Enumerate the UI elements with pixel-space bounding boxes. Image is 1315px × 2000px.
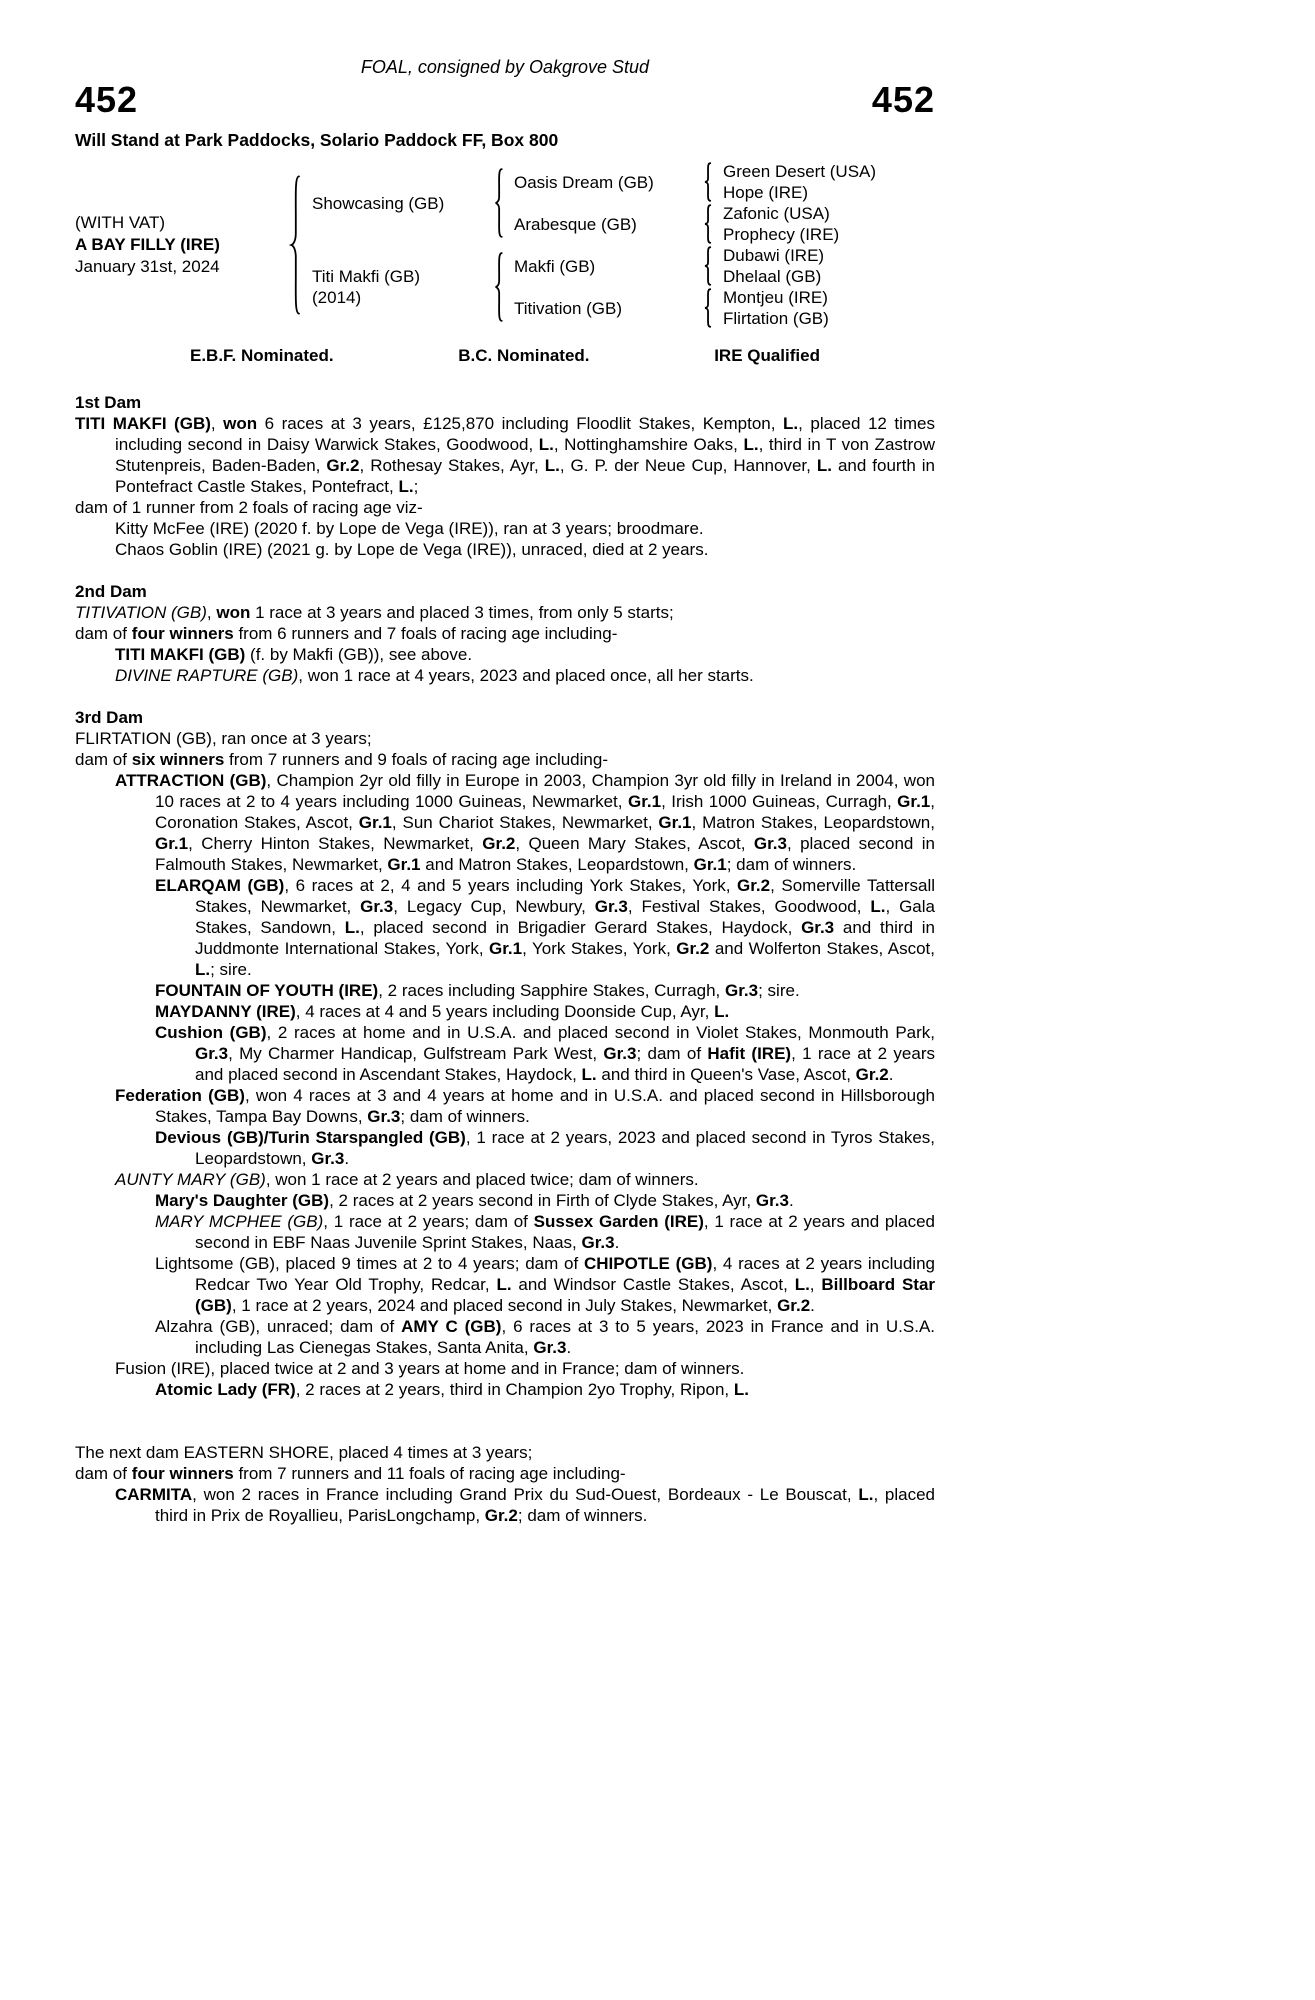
pedigree-paragraph [75, 749, 935, 770]
lot-row [75, 79, 935, 120]
text-run: Gr.1 [897, 792, 931, 811]
text-run: dam of 1 runner from 2 foals of racing age viz- [75, 498, 423, 517]
sire-parents [514, 161, 935, 245]
pedigree-paragraph [75, 770, 935, 875]
text-run: Gr.2 [676, 939, 710, 958]
text-run: , Festival Stakes, Goodwood, [627, 897, 871, 916]
text-run: Gr.2 [737, 876, 771, 895]
sire-dam-sire: Zafonic (USA) [723, 204, 830, 223]
sire-cell [312, 193, 492, 214]
dam-dam-grandparents [723, 287, 935, 329]
text-run: , won 2 races in France including Grand Prix du Sud-Ouest, Bordeaux - Le Bouscat, [192, 1485, 859, 1504]
text-run: , Queen Mary Stakes, Ascot, [515, 834, 754, 853]
brace-icon [492, 167, 505, 239]
text-run: from 6 runners and 7 foals of racing age including- [233, 624, 618, 643]
text-run: Fusion (IRE), placed twice at 2 and 3 years at home and in France; dam of winners. [115, 1359, 745, 1378]
text-run: ; [413, 477, 419, 496]
text-run: Gr.3 [581, 1233, 615, 1252]
text-run: MARY MCPHEE (GB) [155, 1212, 324, 1231]
pedigree-paragraph [75, 1484, 935, 1526]
nominations-row [75, 345, 935, 366]
text-run: FOUNTAIN OF YOUTH (IRE) [155, 981, 379, 1000]
text-run: and Windsor Castle Stakes, Ascot, [511, 1275, 795, 1294]
text-run: , Legacy Cup, Newbury, [393, 897, 595, 916]
brace-icon [287, 172, 303, 318]
pedigree-generations [312, 161, 935, 329]
text-run: Gr.1 [155, 834, 189, 853]
text-run: L. [858, 1485, 874, 1504]
text-run: L. [538, 435, 554, 454]
text-run: Gr.3 [367, 1107, 401, 1126]
pedigree-paragraph [75, 1442, 935, 1463]
text-run: won [216, 603, 251, 622]
text-run: , York Stakes, York, [522, 939, 677, 958]
text-run: , My Charmer Handicap, Gulfstream Park West, [228, 1044, 604, 1063]
dam-sire-grandparents [723, 245, 935, 287]
text-run: six winners [131, 750, 225, 769]
text-run: L. [733, 1380, 749, 1399]
text-run: CHIPOTLE (GB) [583, 1254, 713, 1273]
text-run: and third in Juddmonte International Stakes, York, [195, 918, 935, 958]
pedigree-paragraph [75, 413, 935, 497]
pedigree-paragraph [75, 518, 935, 539]
text-run: ; sire. [758, 981, 800, 1000]
text-run: four winners [131, 1464, 234, 1483]
text-run: Sussex Garden (IRE) [533, 1212, 704, 1231]
sire-sire-name: Oasis Dream (GB) [514, 172, 654, 192]
bc-nominated-label: B.C. Nominated. [458, 346, 590, 365]
text-run: ; sire. [210, 960, 252, 979]
sire-sire-grandparents [723, 161, 935, 203]
text-run: dam of [75, 624, 132, 643]
dam-sire-sire: Dubawi (IRE) [723, 246, 825, 265]
text-run: , 2 races at home and in U.S.A. and placed second in Violet Stakes, Monmouth Park, [266, 1023, 935, 1042]
text-run: . [344, 1149, 350, 1168]
text-run: won [223, 414, 258, 433]
text-run: , Nottinghamshire Oaks, [553, 435, 744, 454]
text-run: TITI MAKFI (GB) [75, 414, 211, 433]
text-run: . [614, 1233, 620, 1252]
pedigree-paragraph [75, 602, 935, 623]
text-run: L. [743, 435, 759, 454]
text-run: Billboard Star (GB) [195, 1275, 936, 1315]
text-run: L. [870, 897, 886, 916]
text-run: , Sun Chariot Stakes, Newmarket, [391, 813, 659, 832]
brace-icon [702, 246, 713, 286]
stand-location: Will Stand at Park Paddocks, Solario Paddock FF, Box 800 [75, 130, 559, 150]
sire-dam-name: Arabesque (GB) [514, 214, 637, 234]
text-run: Devious (GB)/Turin Starspangled (GB) [155, 1128, 466, 1147]
text-run: , 1 race at 2 years; dam of [323, 1212, 534, 1231]
pedigree-paragraph [75, 1211, 935, 1253]
pedigree-table [75, 161, 935, 329]
text-run: from 7 runners and 9 foals of racing age including- [224, 750, 608, 769]
brace-icon [702, 204, 713, 244]
dam-year: (2014) [312, 288, 362, 307]
text-run: L. [783, 414, 799, 433]
text-run: FLIRTATION (GB), ran once at 3 years; [75, 729, 372, 748]
text-run: Lightsome (GB), placed 9 times at 2 to 4 years; dam of [155, 1254, 584, 1273]
text-run: , 1 race at 2 years and placed second in EBF Naas Juvenile Sprint Stakes, Naas, [195, 1212, 935, 1252]
lot-number-left: 452 [75, 79, 139, 120]
text-run: Gr.3 [594, 897, 628, 916]
text-run: Gr.3 [360, 897, 394, 916]
text-run: , Champion 2yr old filly in Europe in 2003, Champion 3yr old filly in Ireland in 2004, won 10 races at 2 to 4 years including 1000 Guineas, Newmarket, [155, 771, 935, 811]
text-run: ATTRACTION (GB) [115, 771, 267, 790]
dam-sire-name: Makfi (GB) [514, 256, 596, 276]
dam-branch [312, 245, 935, 329]
text-run: . [810, 1296, 815, 1315]
text-run: , Gala Stakes, Sandown, [195, 897, 935, 937]
sire-branch [312, 161, 935, 245]
text-run: and third in Queen's Vase, Ascot, [596, 1065, 856, 1084]
text-run: , 6 races at 3 to 5 years, 2023 in France and in U.S.A. including Las Cienegas Stakes, Santa Anita, [195, 1317, 936, 1357]
text-run: L. [496, 1275, 512, 1294]
text-run: , won 1 race at 4 years, 2023 and placed once, all her starts. [298, 666, 754, 685]
ire-qualified-label: IRE Qualified [714, 346, 820, 365]
text-run: , 1 race at 2 years and placed second in Ascendant Stakes, Haydock, [195, 1044, 935, 1084]
sire-name: Showcasing (GB) [312, 193, 445, 213]
text-run: dam of [75, 1464, 132, 1483]
pedigree-paragraph [75, 1085, 935, 1127]
text-run: AUNTY MARY (GB) [115, 1170, 266, 1189]
sire-sire-row [514, 161, 935, 203]
text-run: , 4 races at 2 years including Redcar Two Year Old Trophy, Redcar, [195, 1254, 935, 1294]
text-run: TITI MAKFI (GB) [115, 645, 246, 664]
section-heading: 1st Dam [75, 393, 142, 412]
text-run: TITIVATION (GB) [75, 603, 207, 622]
text-run: L. [794, 1275, 810, 1294]
text-run: . [888, 1065, 894, 1084]
text-run: L. [581, 1065, 597, 1084]
text-run: L. [714, 1002, 730, 1021]
dam-section [75, 392, 935, 560]
pedigree-paragraph [75, 1316, 935, 1358]
pedigree-paragraph [75, 875, 935, 980]
text-run: , placed second in Falmouth Stakes, Newmarket, [155, 834, 936, 874]
pedigree-paragraph [75, 623, 935, 644]
pedigree-paragraph [75, 1169, 935, 1190]
text-run: Gr.3 [753, 834, 787, 853]
text-run: Gr.1 [658, 813, 692, 832]
foal-name: A BAY FILLY (IRE) [75, 235, 220, 254]
text-run: MAYDANNY (IRE) [155, 1002, 296, 1021]
text-run: Atomic Lady (FR) [155, 1380, 296, 1399]
dam-dam-name: Titivation (GB) [514, 298, 623, 318]
text-run: , 4 races at 4 and 5 years including Doonside Cup, Ayr, [295, 1002, 715, 1021]
text-run: Gr.3 [755, 1191, 789, 1210]
dam-sire-row [514, 245, 935, 287]
text-run: L. [398, 477, 414, 496]
dam-dam-dam: Flirtation (GB) [723, 309, 829, 328]
text-run: ; dam of winners. [400, 1107, 530, 1126]
text-run: L. [195, 960, 211, 979]
dam-parents [514, 245, 935, 329]
pedigree-paragraph [75, 728, 935, 749]
pedigree-paragraph [75, 644, 935, 665]
text-run: AMY C (GB) [401, 1317, 502, 1336]
text-run: , 1 race at 2 years, 2023 and placed second in Tyros Stakes, Leopardstown, [195, 1128, 935, 1168]
text-run: , placed 12 times including second in Daisy Warwick Stakes, Goodwood, [115, 414, 936, 454]
text-run: , 2 races at 2 years second in Firth of Clyde Stakes, Ayr, [329, 1191, 756, 1210]
pedigree-paragraph [75, 665, 935, 686]
vat-note: (WITH VAT) [75, 213, 166, 232]
text-run: Kitty McFee (IRE) (2020 f. by Lope de Vega (IRE)), ran at 3 years; broodmare. [115, 519, 704, 538]
text-run: ; dam of winners. [726, 855, 857, 874]
text-run: and fourth in Pontefract Castle Stakes, Pontefract, [115, 456, 935, 496]
text-run: ; dam of [636, 1044, 708, 1063]
dam-name: Titi Makfi (GB) [312, 267, 420, 286]
section-heading: 3rd Dam [75, 708, 144, 727]
text-run: , Cherry Hinton Stakes, Newmarket, [188, 834, 483, 853]
pedigree-paragraph [75, 1379, 935, 1400]
text-run: , Rothesay Stakes, Ayr, [359, 456, 545, 475]
text-run: , [210, 414, 224, 433]
text-run: , Coronation Stakes, Ascot, [155, 792, 935, 832]
page-title: FOAL, consigned by Oakgrove Stud [360, 57, 650, 77]
brace-icon [702, 162, 713, 202]
text-run: Gr.3 [801, 918, 835, 937]
text-run: , Somerville Tattersall Stakes, Newmarket, [195, 876, 936, 916]
pedigree-paragraph [75, 1022, 935, 1085]
dam-cell [312, 266, 492, 308]
foal-info [75, 212, 287, 278]
text-run: , Matron Stakes, Leopardstown, [691, 813, 935, 832]
text-run: , Irish 1000 Guineas, Curragh, [661, 792, 898, 811]
text-run: L. [544, 456, 560, 475]
text-run: ELARQAM (GB) [155, 876, 285, 895]
sire-dam-row [514, 203, 935, 245]
dam-sire-dam: Dhelaal (GB) [723, 267, 822, 286]
text-run: , won 4 races at 3 and 4 years at home and in U.S.A. and placed second in Hillsborough Stakes, Tampa Bay Downs, [155, 1086, 935, 1126]
text-run: , 2 races at 2 years, third in Champion 2yo Trophy, Ripon, [295, 1380, 734, 1399]
text-run: DIVINE RAPTURE (GB) [115, 666, 299, 685]
text-run: The next dam EASTERN SHORE, placed 4 times at 3 years; [75, 1443, 533, 1462]
text-run: four winners [131, 624, 234, 643]
text-run: Gr.3 [311, 1149, 345, 1168]
text-run: , 1 race at 2 years, 2024 and placed second in July Stakes, Newmarket, [231, 1296, 778, 1315]
text-run: and Wolferton Stakes, Ascot, [709, 939, 935, 958]
text-run: Gr.1 [387, 855, 421, 874]
text-run: Chaos Goblin (IRE) (2021 g. by Lope de Vega (IRE)), unraced, died at 2 years. [115, 540, 709, 559]
text-run: Gr.1 [693, 855, 727, 874]
text-run: Gr.3 [725, 981, 759, 1000]
text-run: . [566, 1338, 572, 1357]
lot-number-right: 452 [871, 79, 935, 120]
text-run: , [206, 603, 217, 622]
pedigree-paragraph [75, 539, 935, 560]
section-heading: 2nd Dam [75, 582, 147, 601]
text-run: L. [344, 918, 360, 937]
text-run: , placed third in Prix de Royallieu, ParisLongchamp, [155, 1485, 935, 1525]
text-run: from 7 runners and 11 foals of racing age including- [233, 1464, 626, 1483]
text-run: Gr.3 [603, 1044, 637, 1063]
dam-section [75, 1442, 935, 1526]
dam-sections [75, 392, 935, 1526]
sire-dam-dam: Prophecy (IRE) [723, 225, 840, 244]
pedigree-paragraph [75, 1001, 935, 1022]
text-run: ; dam of winners. [517, 1506, 648, 1525]
pedigree-paragraph [75, 1358, 935, 1379]
text-run: , [809, 1275, 822, 1294]
text-run: and Matron Stakes, Leopardstown, [420, 855, 694, 874]
text-run: , G. P. der Neue Cup, Hannover, [559, 456, 817, 475]
text-run: Gr.1 [627, 792, 662, 811]
text-run: , 6 races at 2, 4 and 5 years including York Stakes, York, [284, 876, 738, 895]
text-run: Gr.3 [533, 1338, 567, 1357]
text-run: 1 race at 3 years and placed 3 times, from only 5 starts; [250, 603, 674, 622]
text-run: , 2 races including Sapphire Stakes, Curragh, [378, 981, 726, 1000]
text-run: Gr.3 [195, 1044, 229, 1063]
text-run: Gr.2 [326, 456, 360, 475]
dam-section [75, 707, 935, 1400]
page-content [75, 0, 935, 1526]
dam-dam-sire: Montjeu (IRE) [723, 288, 828, 307]
text-run: , third in T von Zastrow Stutenpreis, Baden-Baden, [115, 435, 936, 475]
sire-dam-grandparents [723, 203, 935, 245]
text-run: . [788, 1191, 794, 1210]
pedigree-paragraph [75, 1253, 935, 1316]
pedigree-paragraph [75, 497, 935, 518]
text-run: Gr.1 [358, 813, 392, 832]
dam-section [75, 581, 935, 686]
text-run: Gr.1 [489, 939, 523, 958]
text-run: (f. by Makfi (GB)), see above. [245, 645, 473, 664]
brace-icon [492, 251, 505, 323]
text-run: Hafit (IRE) [707, 1044, 792, 1063]
foal-birthdate: January 31st, 2024 [75, 257, 220, 276]
text-run: Gr.2 [855, 1065, 889, 1084]
text-run: Federation (GB) [115, 1086, 245, 1105]
pedigree-paragraph [75, 1127, 935, 1169]
text-run: Gr.2 [482, 834, 516, 853]
ebf-nominated-label: E.B.F. Nominated. [190, 346, 334, 365]
sire-sire-dam: Hope (IRE) [723, 183, 809, 202]
pedigree-paragraph [75, 1190, 935, 1211]
dam-dam-row [514, 287, 935, 329]
text-run: Mary's Daughter (GB) [155, 1191, 330, 1210]
text-run: L. [816, 456, 832, 475]
text-run: CARMITA [115, 1485, 193, 1504]
text-run: 6 races at 3 years, £125,870 including Floodlit Stakes, Kempton, [257, 414, 784, 433]
pedigree-paragraph [75, 980, 935, 1001]
pedigree-paragraph [75, 1463, 935, 1484]
brace-icon [702, 288, 713, 328]
text-run: , placed second in Brigadier Gerard Stakes, Haydock, [359, 918, 802, 937]
text-run: , won 1 race at 2 years and placed twice; dam of winners. [265, 1170, 699, 1189]
text-run: dam of [75, 750, 132, 769]
sire-sire-sire: Green Desert (USA) [723, 162, 877, 181]
text-run: Alzahra (GB), unraced; dam of [155, 1317, 402, 1336]
text-run: Gr.2 [777, 1296, 811, 1315]
text-run: Cushion (GB) [155, 1023, 267, 1042]
text-run: Gr.2 [484, 1506, 518, 1525]
